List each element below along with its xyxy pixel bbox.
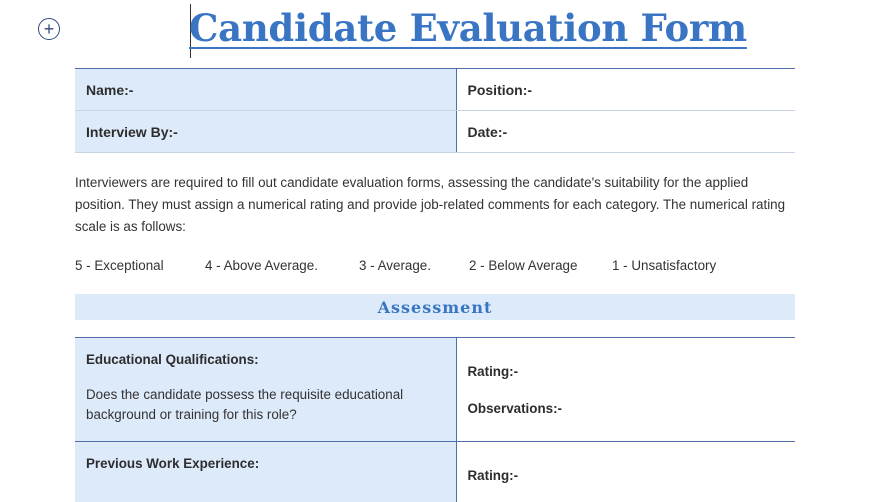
scale-item-2: 2 - Below Average <box>469 258 578 273</box>
date-cell[interactable]: Date:- <box>456 111 795 153</box>
rating-label: Rating:- <box>467 364 519 379</box>
assessment-heading: Assessment <box>75 294 795 320</box>
plus-circle-icon: + <box>43 19 55 39</box>
assessment-table <box>75 337 795 502</box>
criterion-title: Educational Qualifications: <box>86 352 259 367</box>
name-cell[interactable]: Name:- <box>75 69 456 111</box>
page-title[interactable]: Candidate Evaluation Form <box>189 6 747 50</box>
interview-by-cell[interactable]: Interview By:- <box>75 111 456 153</box>
scale-item-4: 4 - Above Average. <box>205 258 318 273</box>
criterion-education-rating[interactable] <box>456 338 795 442</box>
intro-paragraph[interactable]: Interviewers are required to fill out candidate evaluation forms, assessing the candidate's suitability for the applied position. They must assign a numerical rating and provide job-related comments for each category. The numerical rating scale is as follows: <box>75 175 786 234</box>
rating-label: Rating:- <box>467 468 519 483</box>
candidate-info-table <box>75 68 795 153</box>
scale-item-1: 1 - Unsatisfactory <box>612 258 717 273</box>
add-block-button[interactable] <box>38 18 60 40</box>
criterion-question: Does the candidate possess the requisite educational background or training for this role? <box>86 387 404 422</box>
position-cell[interactable]: Position:- <box>456 69 795 111</box>
scale-item-5: 5 - Exceptional <box>75 258 164 273</box>
scale-item-3: 3 - Average. <box>359 258 431 273</box>
criterion-title: Previous Work Experience: <box>86 456 260 471</box>
criterion-education[interactable] <box>75 338 456 442</box>
observations-label: Observations:- <box>467 401 562 416</box>
